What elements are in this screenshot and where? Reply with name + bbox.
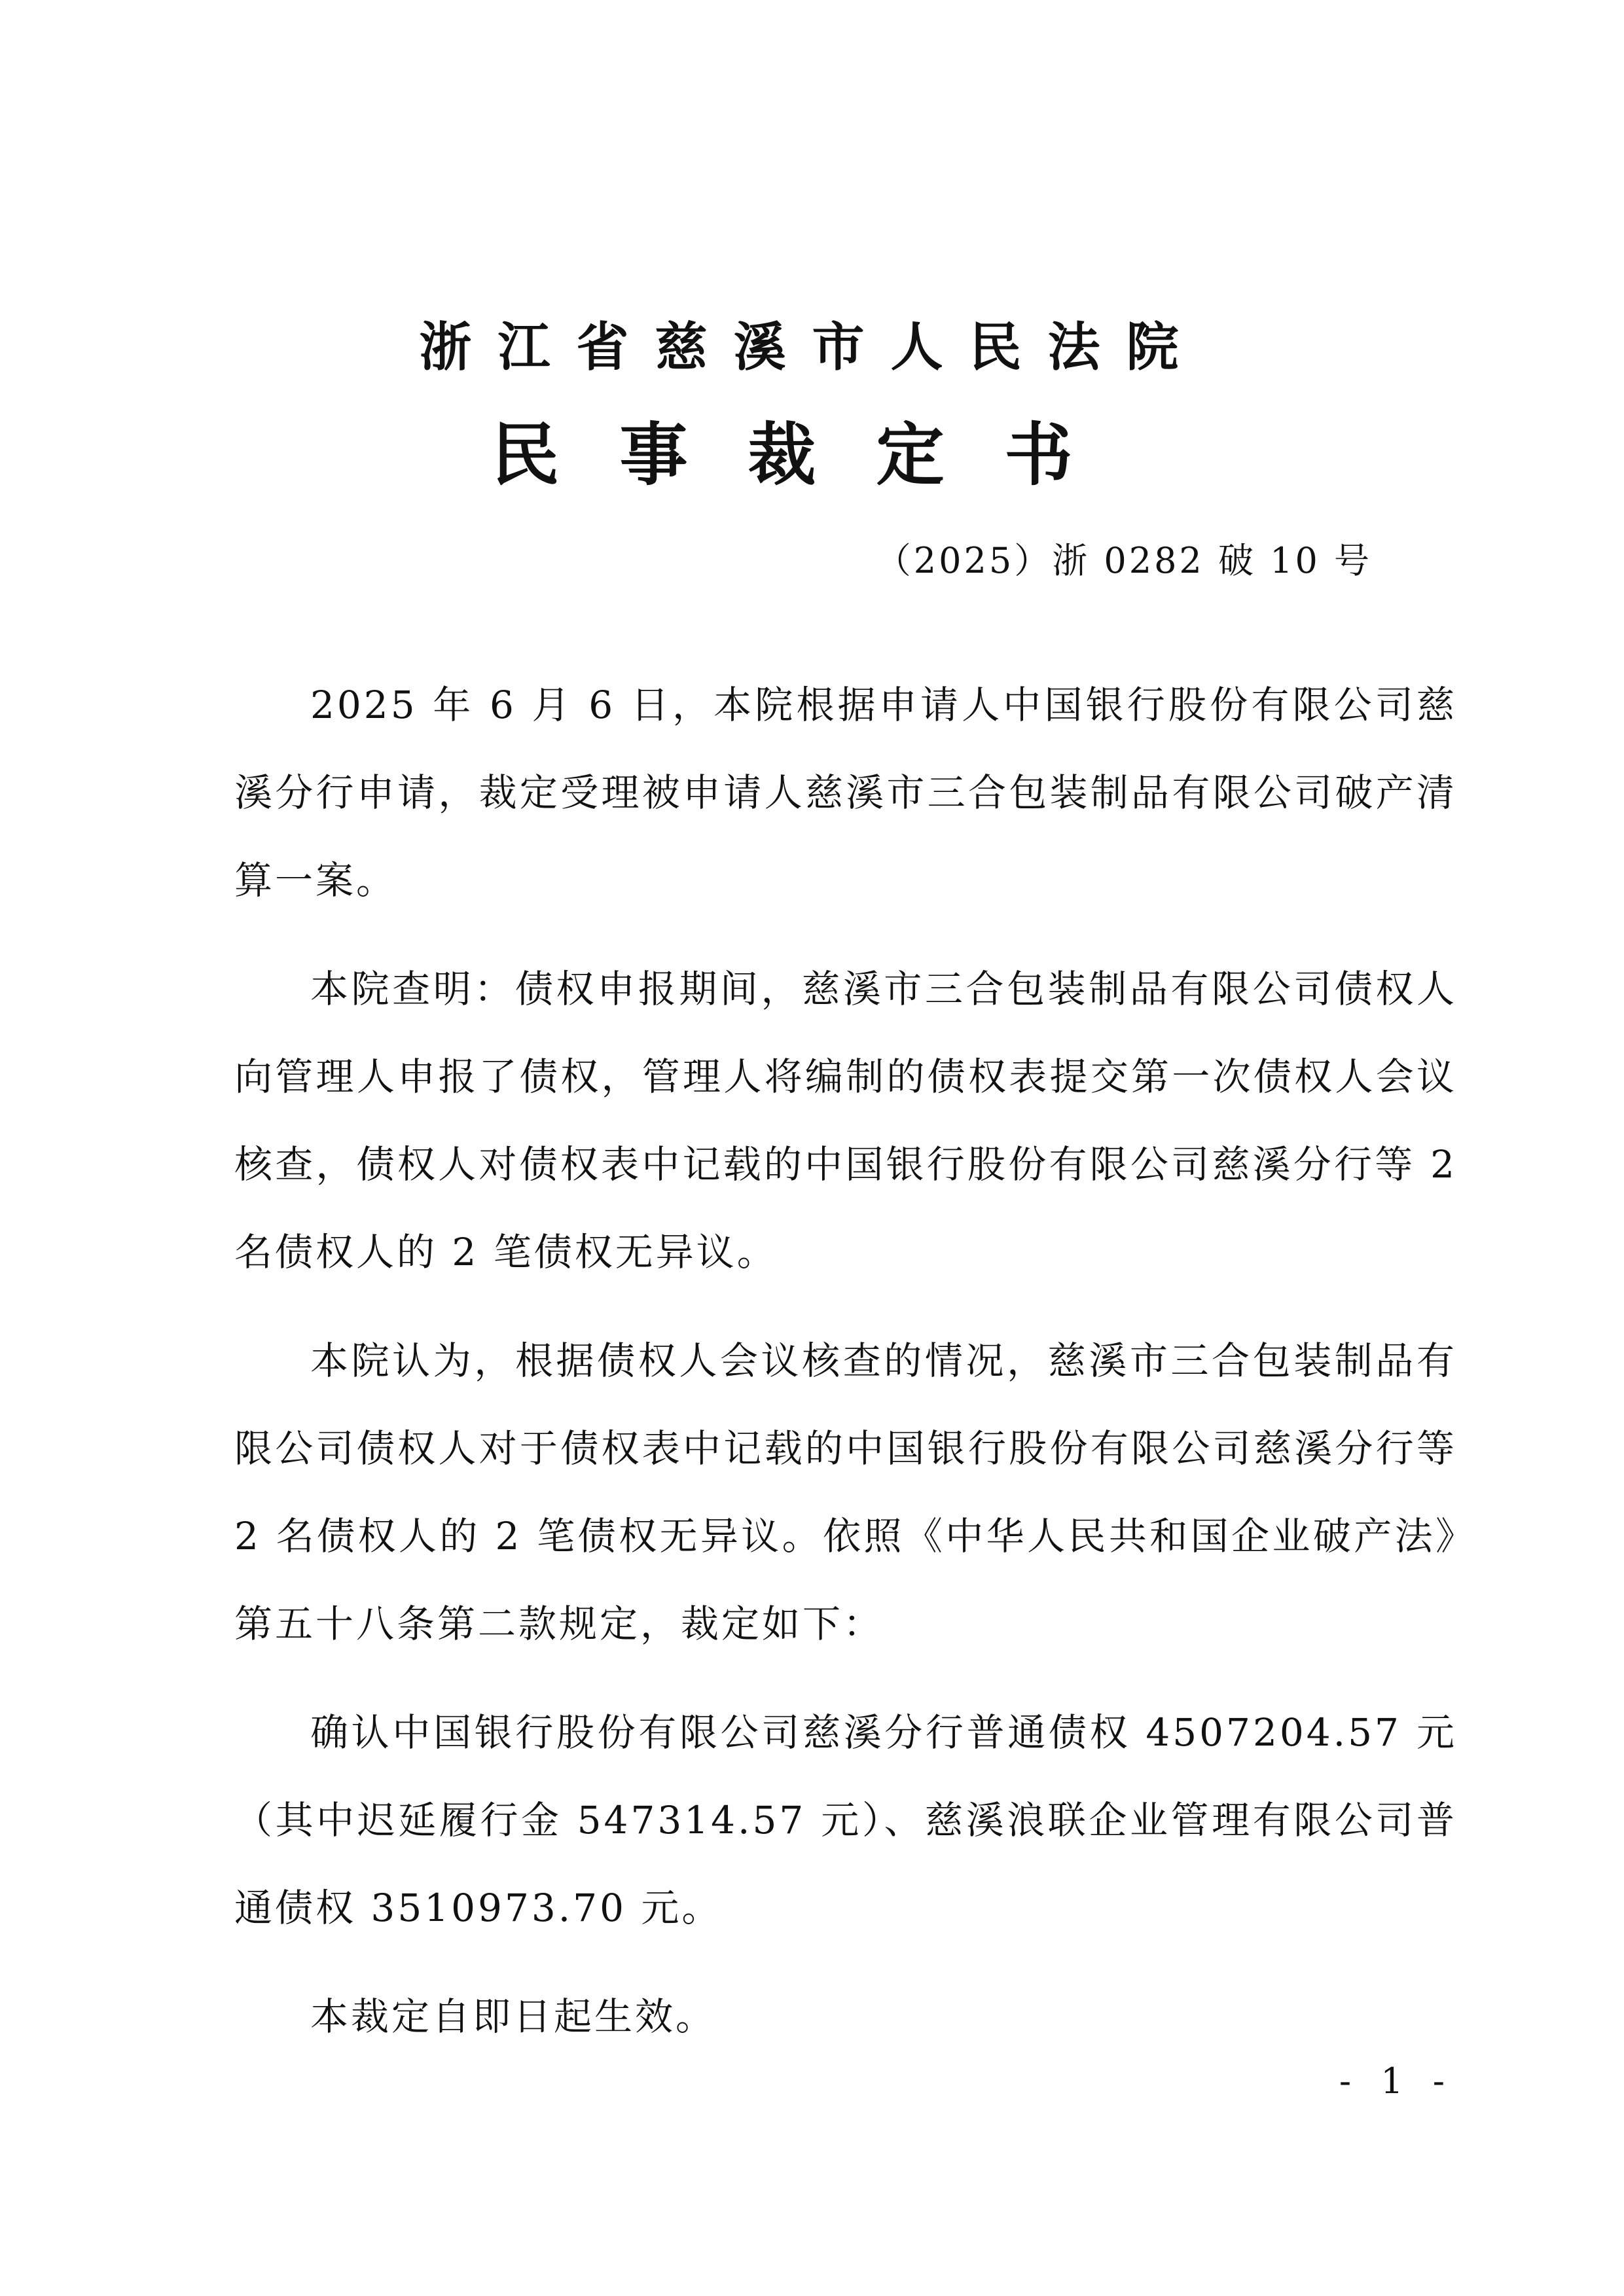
- document-type-title: 民事裁定书: [491, 414, 1133, 495]
- paragraph-reasoning: 本院认为，根据债权人会议核查的情况，慈溪市三合包装制品有限公司债权人对于债权表中记载的中国银行股份有限公司慈溪分行等 2 名债权人的 2 笔债权无异议。依照《中华人民共和国企业破产法》第五十八条第二款规定，裁定如下：: [234, 1338, 1457, 1646]
- document-body: [234, 661, 1457, 2081]
- court-name: 浙江省慈溪市人民法院: [419, 316, 1205, 378]
- paragraph-findings: 本院查明：债权申报期间，慈溪市三合包装制品有限公司债权人向管理人申报了债权，管理人将编制的债权表提交第一次债权人会议核查，债权人对债权表中记载的中国银行股份有限公司慈溪分行等 2 名债权人的 2 笔债权无异议。: [234, 967, 1457, 1274]
- paragraph-effective: 本裁定自即日起生效。: [310, 1994, 717, 2039]
- paragraph-acceptance: 2025 年 6 月 6 日，本院根据申请人中国银行股份有限公司慈溪分行申请，裁定受理被申请人慈溪市三合包装制品有限公司破产清算一案。: [234, 683, 1457, 903]
- paragraph-ruling: 确认中国银行股份有限公司慈溪分行普通债权 4507204.57 元（其中迟延履行金 547314.57 元）、慈溪浪联企业管理有限公司普通债权 3510973.70 元。: [234, 1710, 1457, 1930]
- case-number: （2025）浙 0282 破 10 号: [875, 540, 1372, 581]
- page-number: - 1 -: [1339, 2060, 1454, 2102]
